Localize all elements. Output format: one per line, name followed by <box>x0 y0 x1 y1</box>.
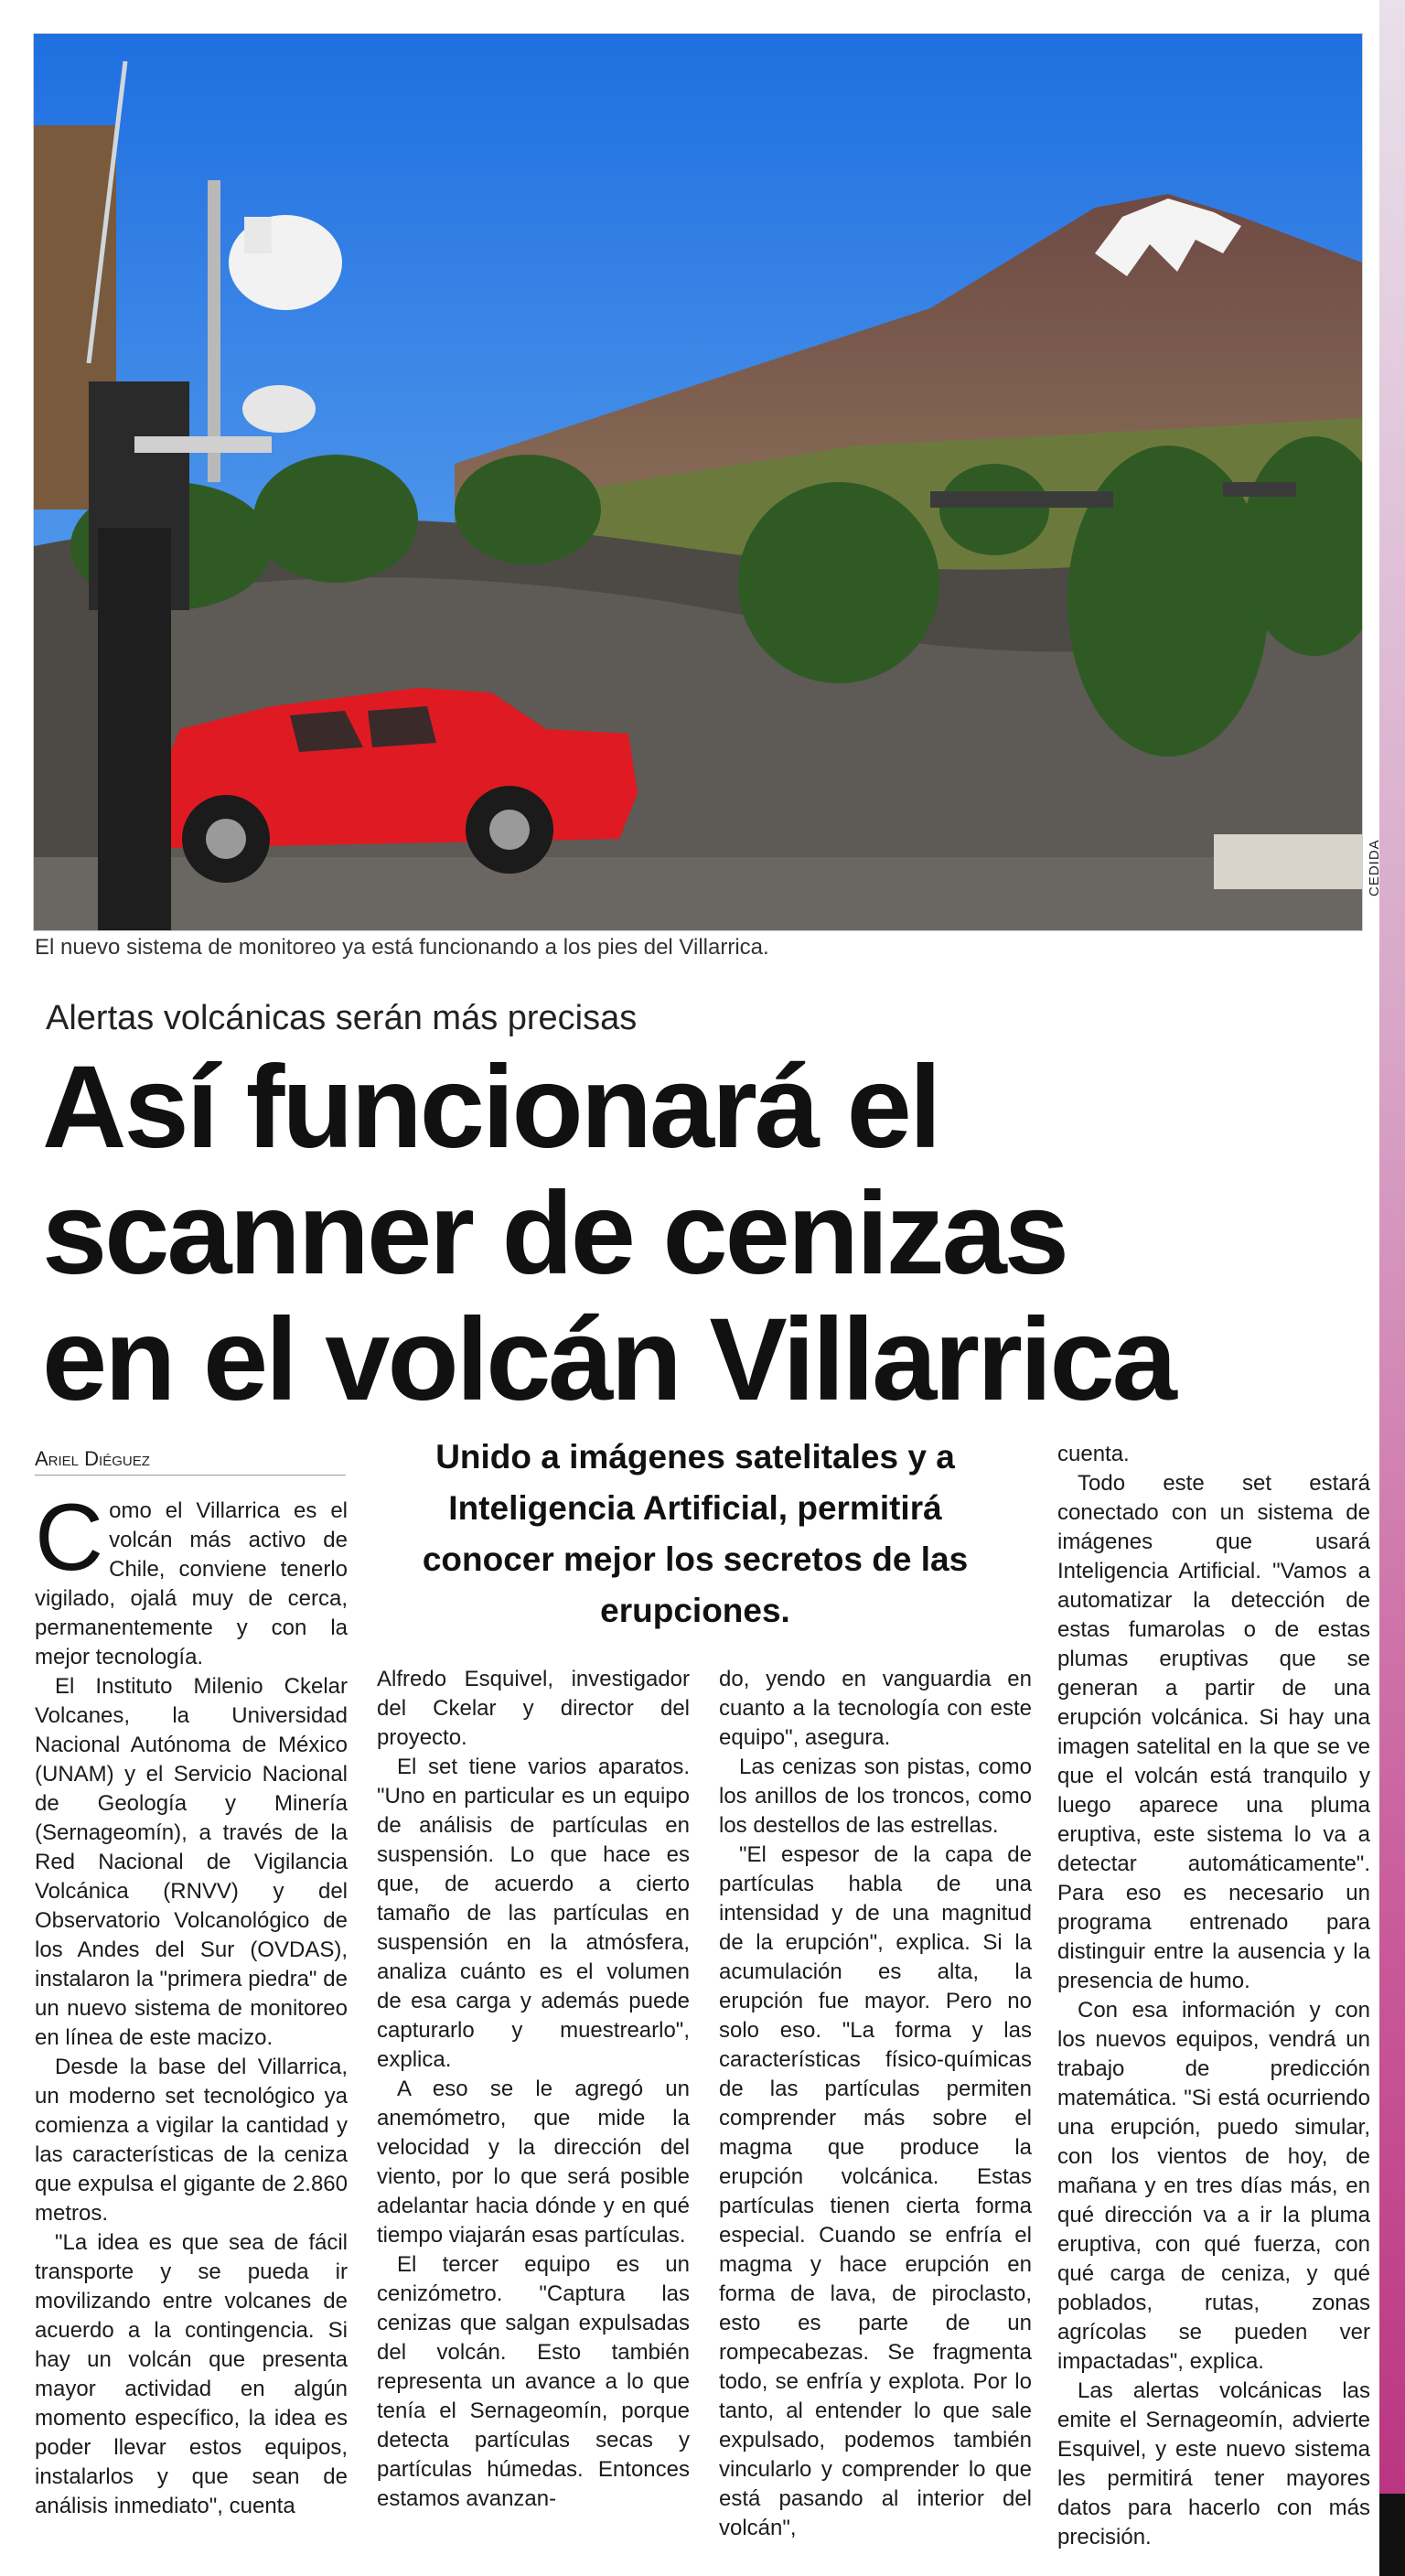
col3-paragraph-1: do, yendo en vanguardia en cuanto a la tecnología con este equipo", asegura. <box>719 1667 1032 1750</box>
photo-credit: CEDIDA <box>1367 839 1382 896</box>
byline: Ariel Diéguez <box>35 1447 346 1476</box>
col2-paragraph-2: El set tiene varios aparatos. "Uno en particular es un equipo de análisis de partículas en suspensión. Lo que hace es que, de acuerdo a cierto tamaño de las partículas en suspensión en la atmósfera, analiza cuánto es el volumen de esa carga y además puede capturarlo y muestrearlo", explica. <box>377 1755 690 2072</box>
headline-line-1: Así funcionará el <box>42 1042 939 1173</box>
col2-paragraph-1: Alfredo Esquivel, investigador del Ckelar y director del proyecto. <box>377 1667 690 1750</box>
col1-paragraph-4: "La idea es que sea de fácil transporte y se pueda ir movilizando entre volcanes de acuerdo a la contingencia. Si hay un volcán que presenta mayor actividad en algún momento específico, la idea es poder llevar estos equipos, instalarlos y que sean de análisis inmediato", cuenta <box>35 2230 348 2518</box>
page-edge-strip <box>1379 0 1405 2576</box>
col1-paragraph-2: El Instituto Milenio Ckelar Volcanes, la Universidad Nacional Autónoma de México (UNAM) y el Servicio Nacional de Geología y Minería (Sernageomín), a través de la Red Nacional de Vigilancia Volcánica (RNVV) y del Observatorio Volcanológico de los Andes del Sur (OVDAS), instalaron la "primera piedra" de un nuevo sistema de monitoreo en línea de este macizo. <box>35 1674 348 2050</box>
column-2 <box>377 1665 690 2514</box>
col4-paragraph-3: Con esa información y con los nuevos equipos, vendrá un trabajo de predicción matemática. "Si está ocurriendo una erupción, puedo simular, con los vientos de hoy, de mañana y en tres días más, en qué dirección va a ir la pluma eruptiva, con qué fuerza, con qué carga de ceniza, y qué poblados, rutas, zonas agrícolas se pueden ver impactadas", explica. <box>1057 1998 1370 2374</box>
col4-paragraph-2: Todo este set estará conectado con un sistema de imágenes que usará Inteligencia Artificial. "Vamos a automatizar la detección de estas fumarolas o de estas plumas eruptivas que se generan a partir de una erupción volcánica. Si hay una imagen satelital en la que se ve que el volcán está tranquilo y luego aparece una pluma eruptiva, este sistema lo va a detectar automáticamente". Para eso es necesario un programa entrenado para distinguir entre la ausencia y la presencia de humo. <box>1057 1471 1370 1993</box>
page-edge-dark <box>1379 2494 1405 2576</box>
col1-paragraph-1: Como el Villarrica es el volcán más activo de Chile, conviene tenerlo vigilado, ojalá muy de cerca, permanentemente y con la mejor tecnología. <box>35 1485 348 1669</box>
column-1 <box>35 1485 348 2521</box>
headline-line-3: en el volcán Villarrica <box>42 1294 1174 1425</box>
photo-caption: El nuevo sistema de monitoreo ya está funcionando a los pies del Villarrica. <box>35 935 769 960</box>
column-3 <box>719 1665 1032 2543</box>
col4-paragraph-4: Las alertas volcánicas las emite el Sernageomín, advierte Esquivel, y este nuevo sistema les permitirá tener mayores datos para hacerlo con más precisión. <box>1057 2378 1370 2549</box>
article-deck: Unido a imágenes satelitales y a Inteligencia Artificial, permitirá conocer mejor los secretos de las erupciones. <box>422 1438 969 1629</box>
volcano-scene-illustration <box>34 34 1362 930</box>
column-4 <box>1057 1440 1370 2552</box>
article-kicker: Alertas volcánicas serán más precisas <box>46 999 638 1037</box>
col4-paragraph-1: cuenta. <box>1057 1442 1130 1466</box>
col2-paragraph-4: El tercer equipo es un cenizómetro. "Captura las cenizas que salgan expulsadas del volcán. Esto también representa un avance a lo que tenía el Sernageomín, porque detecta partículas secas y partículas húmedas. Entonces estamos avanzan- <box>377 2252 690 2511</box>
col3-paragraph-3: "El espesor de la capa de partículas habla de una intensidad y de una magnitud de la erupción", explica. Si la acumulación es alta, la erupción fue mayor. Pero no solo eso. "La forma y las características físico-químicas de las partículas permiten comprender más sobre el magma que produce la erupción volcánica. Estas partículas tienen cierta forma especial. Cuando se enfría el magma y hace erupción en forma de lava, de piroclasto, esto es parte de un rompecabezas. Se fragmenta todo, se enfría y explota. Por lo tanto, al entender lo que sale expulsado, podemos también vincularlo y comprender lo que está pasando al interior del volcán", <box>719 1842 1032 2540</box>
col1-paragraph-3: Desde la base del Villarrica, un moderno set tecnológico ya comienza a vigilar la cantidad y las características de la ceniza que expulsa el gigante de 2.860 metros. <box>35 2055 348 2226</box>
article-photo <box>33 33 1363 931</box>
article-headline <box>42 1042 1231 1425</box>
col2-paragraph-3: A eso se le agregó un anemómetro, que mide la velocidad y la dirección del viento, por lo que será posible adelantar hacia dónde y en qué tiempo viajarán esas partículas. <box>377 2077 690 2248</box>
dropcap: C <box>35 1485 104 1591</box>
headline-line-2: scanner de cenizas <box>42 1168 1067 1299</box>
col3-paragraph-2: Las cenizas son pistas, como los anillos de los troncos, como los destellos de las estrellas. <box>719 1755 1032 1838</box>
